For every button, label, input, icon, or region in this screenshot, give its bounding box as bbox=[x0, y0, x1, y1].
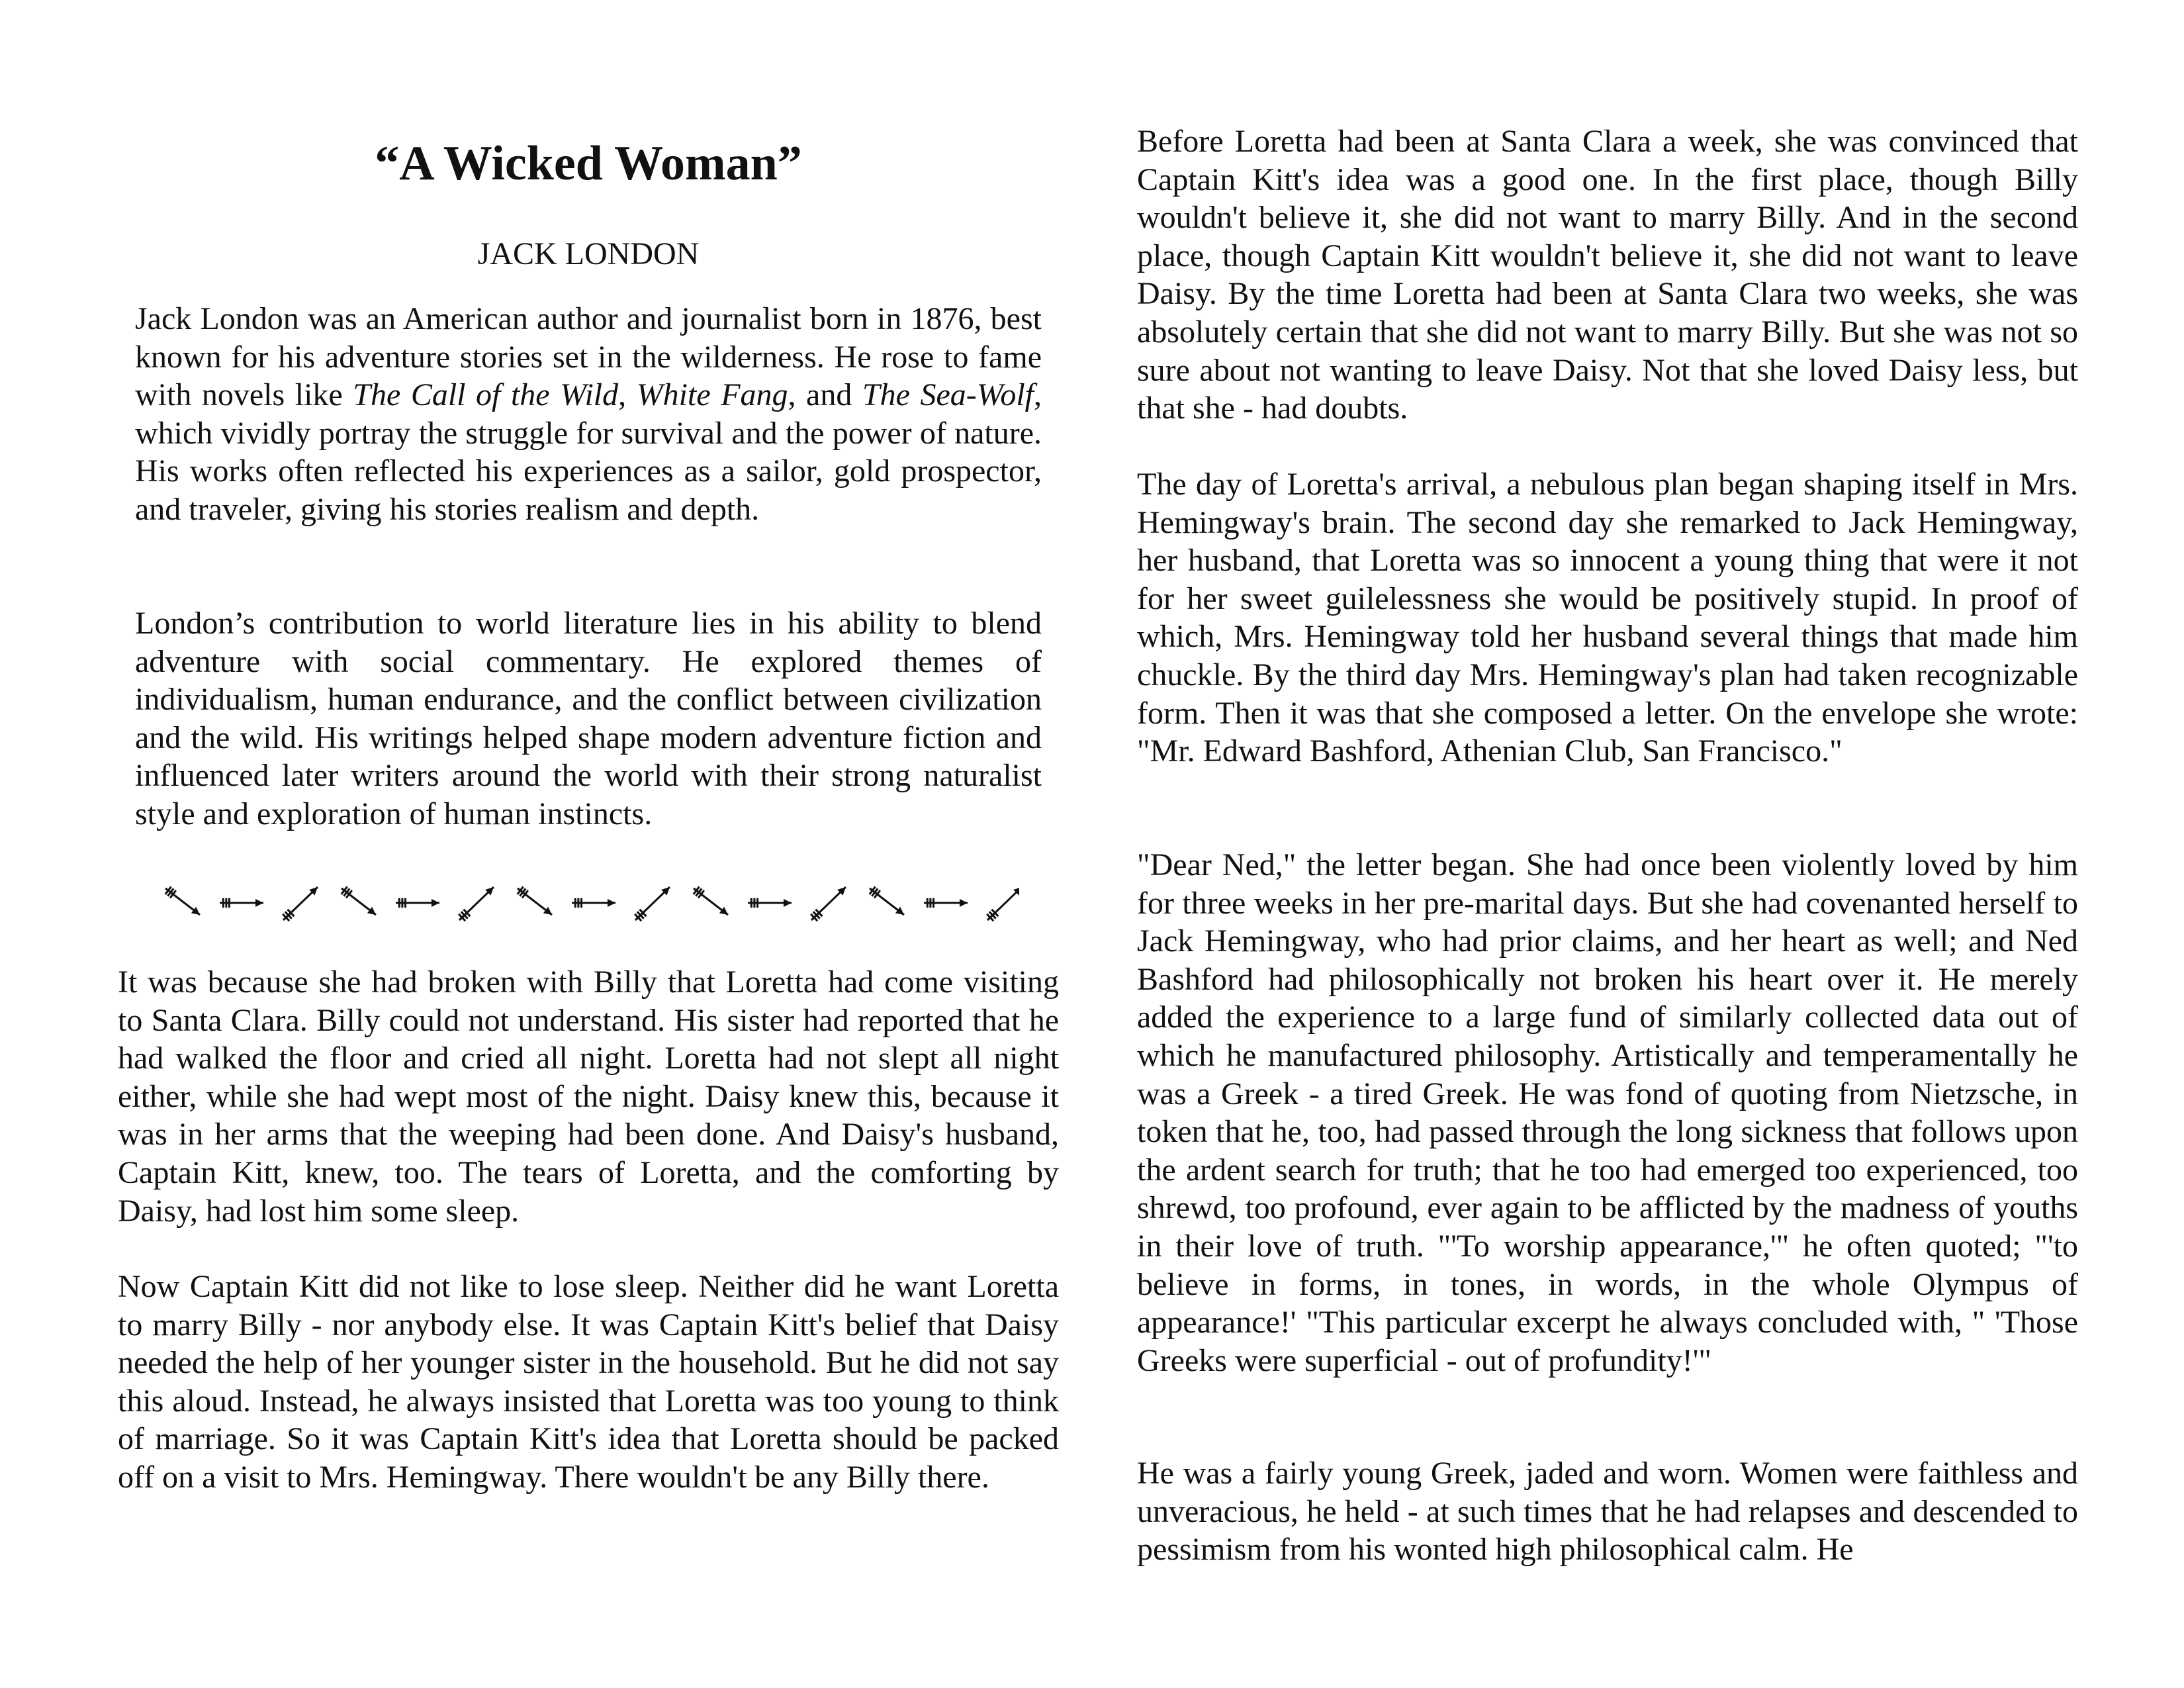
arrow-ornament-group bbox=[870, 886, 1019, 921]
story-title: “A Wicked Woman” bbox=[375, 136, 802, 191]
story-paragraph: The day of Loretta's arrival, a nebulous plan began shaping itself in Mrs. Hemingway's brain. The second day she remarked to Jack Hemingway, her husband, that Loretta was so innocent a young thing that were it not for her sweet guilelessness she would be positively stupid. In proof of which, Mrs. Hemingway told her husband several things that made him chuckle. By the third day Mrs. Hemingway's plan had taken recognizable form. Then it was that she composed a letter. On the envelope she wrote: "Mr. Edward Bashford, Athenian Club, San Francisco." bbox=[1137, 467, 2078, 769]
book-title: The Call of the Wild bbox=[353, 377, 619, 413]
author-intro-paragraph-1: Jack London was an American author and journalist born in 1876, best known for his adventure stories set in the wilderness. He rose to fame with novels like The Call of the Wild, White Fang, and The Sea-Wolf, which vividly portray the struggle for survival and the power of nature. His works often reflected his experiences as a sailor, gold prospector, and traveler, giving his stories realism and depth. bbox=[135, 301, 1042, 527]
story-paragraph: He was a fairly young Greek, jaded and worn. Women were faithless and unveracious, he held - at such times that he had relapses and descended to pessimism from his wonted high philosophical calm. He bbox=[1137, 1456, 2078, 1568]
story-paragraph: It was because she had broken with Billy that Loretta had come visiting to Santa Clara. Billy could not understand. His sister had reported that he had walked the floor and cried all night. Loretta had not slept all night either, while she had wept most of the night. Daisy knew this, because it was in her arms that the weeping had been done. And Daisy's husband, Captain Kitt, knew, too. The tears of Loretta, and the comforting by Daisy, had lost him some sleep. bbox=[118, 964, 1059, 1229]
author-intro-paragraph-2: London’s contribution to world literature lies in his ability to blend adventure with social commentary. He explored themes of individualism, human endurance, and the conflict between civilization and the wild. His writings helped shape modern adventure fiction and influenced later writers around the world with their strong naturalist style and exploration of human instincts. bbox=[135, 606, 1042, 831]
book-title: White Fang bbox=[636, 377, 788, 413]
arrow-ornament-group bbox=[165, 886, 318, 921]
arrow-ornament-group bbox=[341, 886, 494, 921]
arrow-ornament-group bbox=[518, 886, 670, 921]
story-paragraph: "Dear Ned," the letter began. She had once been violently loved by him for three weeks in her pre-marital days. But she had covenanted herself to Jack Hemingway, who had prior claims, and her heart as well; and Ned Bashford had philosophically not broken his heart over it. He merely added the experience to a large fund of similarly collected data out of which he manufactured philosophy. Artistically and temperamentally he was a Greek - a tired Greek. He was fond of quoting from Nietzsche, in token that he, too, had passed through the long sickness that follows upon the ardent search for truth; that he too had emerged too experienced, too shrewd, too profound, ever again to be afflicted by the madness of youths in their love of truth. "'To worship appearance,'" he often quoted; "'to believe in forms, in tones, in words, in the whole Olympus of appearance!' "This particular excerpt he always concluded with, " 'Those Greeks were superficial - out of profundity!'" bbox=[1137, 847, 2078, 1378]
author-name: JACK LONDON bbox=[477, 236, 700, 271]
story-paragraph: Before Loretta had been at Santa Clara a week, she was convinced that Captain Kitt's idea was a good one. In the first place, though Billy wouldn't believe it, she did not want to marry Billy. And in the second place, though Captain Kitt wouldn't believe it, she did not want to leave Daisy. By the time Loretta had been at Santa Clara two weeks, she was absolutely certain that she did not want to marry Billy. But she was not so sure about not wanting to leave Daisy. Not that she loved Daisy less, but that she - had doubts. bbox=[1137, 124, 2078, 426]
arrow-ornament-group bbox=[694, 886, 846, 921]
arrow-ornament-icon bbox=[159, 876, 1019, 929]
book-title: The Sea-Wolf bbox=[862, 377, 1034, 413]
story-paragraph: Now Captain Kitt did not like to lose sleep. Neither did he want Loretta to marry Billy - nor anybody else. It was Captain Kitt's belief that Daisy needed the help of her younger sister in the household. But he did not say this aloud. Instead, he always insisted that Loretta was too young to think of marriage. So it was Captain Kitt's idea that Loretta should be packed off on a visit to Mrs. Hemingway. There wouldn't be any Billy there. bbox=[118, 1269, 1059, 1495]
